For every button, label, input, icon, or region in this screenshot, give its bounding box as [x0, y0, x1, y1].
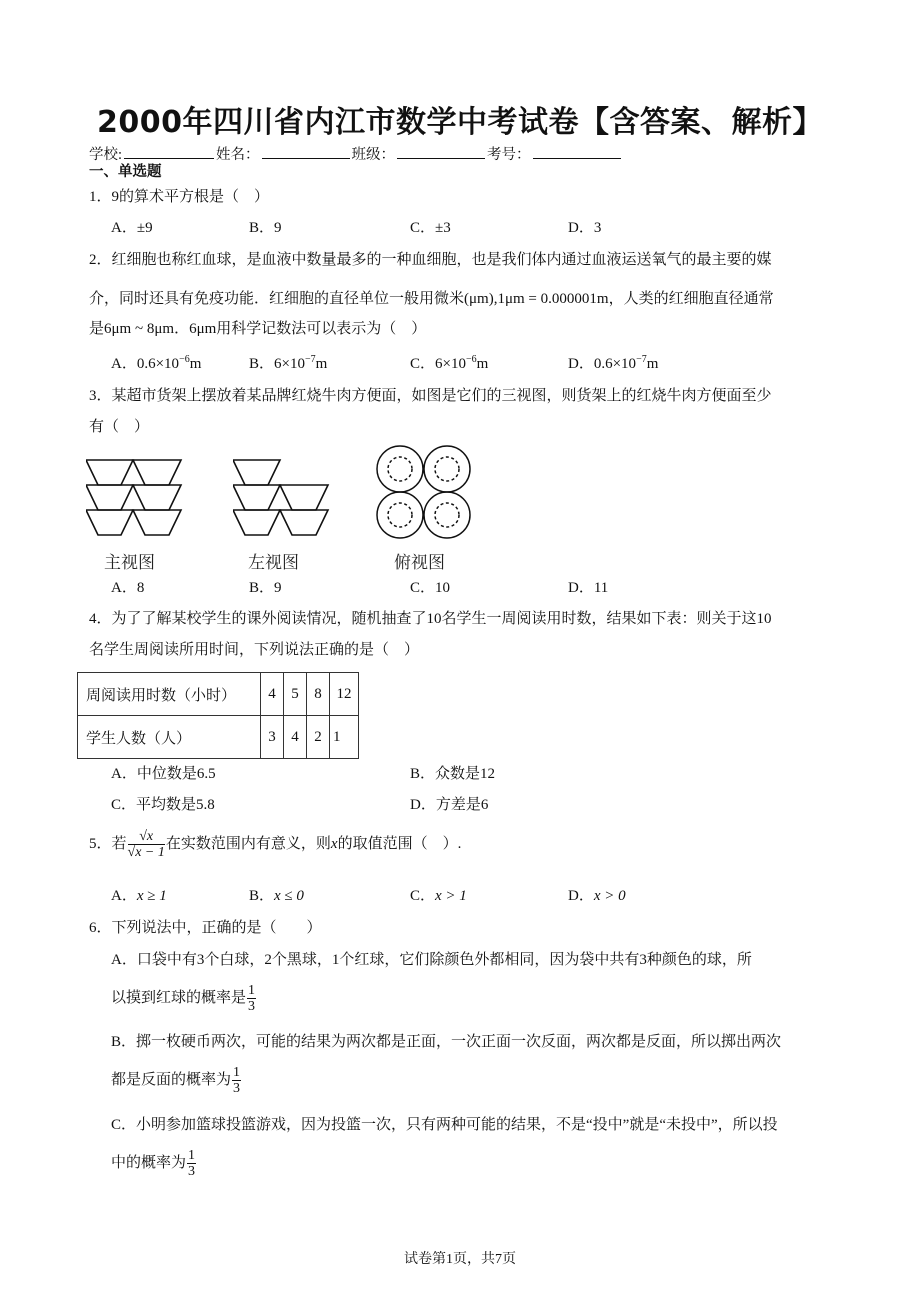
- q5-option-c-expr: x > 1: [435, 888, 467, 904]
- left-view-cups: [233, 460, 328, 535]
- q2-option-b-unit: m: [315, 356, 328, 372]
- q6-c-fraction: [187, 1148, 196, 1179]
- class-blank[interactable]: [397, 144, 485, 159]
- q2-line2-text-c: ，人类的红细胞直径通常: [608, 291, 774, 307]
- q5-numerator: √x: [128, 829, 165, 845]
- table-header-students: 学生人数（人）: [78, 716, 261, 759]
- q3-line2: 有（ ）: [89, 419, 150, 435]
- table-cell: 1: [330, 716, 359, 759]
- q2-line3-value: 6μm: [189, 321, 217, 337]
- table-cell: 5: [284, 673, 307, 716]
- q2-option-c-exp: −6: [465, 354, 477, 365]
- q4-option-c: C．平均数是5.8: [111, 797, 215, 813]
- q4-line1: 4．为了了解某校学生的课外阅读情况，随机抽查了10名学生一周阅读用时数，结果如下表：则关于这10: [89, 611, 772, 627]
- q1-option-b: B．9: [249, 220, 282, 236]
- q2-option-a: [111, 354, 201, 374]
- q2-option-c: [410, 354, 488, 374]
- table-cell: 2: [307, 716, 330, 759]
- q2-line2-math: (μm),1μm = 0.000001m: [464, 291, 609, 307]
- q2-line3: [89, 319, 426, 339]
- q2-option-a-base: 0.6×10: [136, 356, 180, 372]
- q5-option-d-expr: x > 0: [593, 888, 626, 904]
- q2-option-a-label: A．: [111, 356, 137, 372]
- number-blank[interactable]: [533, 144, 621, 159]
- table-cell: 4: [284, 716, 307, 759]
- q4-line2: 名学生周阅读所用时间，下列说法正确的是（ ）: [89, 642, 420, 658]
- q5-prefix: 5．若: [89, 835, 127, 852]
- q5-option-a-expr: x ≥ 1: [136, 888, 167, 904]
- q5-stem: [89, 829, 461, 860]
- q5-suffix-b: 的取值范围（ ）.: [337, 835, 462, 852]
- q1-option-d: D．3: [568, 220, 602, 236]
- class-label: 班级：: [351, 147, 396, 163]
- front-view-cups: [86, 460, 181, 535]
- q2-line3-a: 是: [89, 321, 105, 337]
- q5-denominator: √x − 1: [127, 845, 165, 860]
- q5-option-b-label: B．: [249, 888, 275, 904]
- q3-option-b: B．9: [249, 580, 282, 596]
- q2-option-a-unit: m: [189, 356, 202, 372]
- q6-stem: 6．下列说法中，正确的是（ ）: [89, 920, 322, 936]
- name-label: 姓名：: [216, 147, 260, 163]
- q2-option-c-label: C．: [410, 356, 436, 372]
- table-cell: 4: [261, 673, 284, 716]
- number-label: 考号：: [487, 147, 531, 163]
- q2-line3-range: 6μm ~ 8μm: [104, 321, 175, 337]
- table-row-students: [78, 716, 359, 759]
- q6-option-c-line2: [111, 1148, 197, 1179]
- q3-line1: 3．某超市货架上摆放着某品牌红烧牛肉方便面，如图是它们的三视图，则货架上的红烧牛肉方便面至少: [89, 388, 772, 404]
- school-blank[interactable]: [124, 144, 214, 159]
- q4-option-a: A．中位数是6.5: [111, 766, 216, 782]
- q2-option-c-base: 6×10: [435, 356, 466, 372]
- q3-option-d: D．11: [568, 580, 609, 596]
- q2-option-b-base: 6×10: [274, 356, 305, 372]
- page-footer: 试卷第1页，共7页: [404, 1252, 516, 1267]
- q2-line3-c: ．: [174, 321, 190, 337]
- name-blank[interactable]: [262, 144, 350, 159]
- q1-option-a: A．±9: [111, 220, 153, 236]
- section-heading: 一、单选题: [89, 164, 162, 180]
- q2-option-b-label: B．: [249, 356, 275, 372]
- q6-option-b-line1: B．掷一枚硬币两次，可能的结果为两次都是正面，一次正面一次反面，两次都是反面，所以掷出两次: [111, 1034, 782, 1050]
- q4-option-d: D．方差是6: [410, 797, 489, 813]
- q2-option-d-base: 0.6×10: [593, 356, 637, 372]
- table-cell: 8: [307, 673, 330, 716]
- q2-option-c-unit: m: [476, 356, 489, 372]
- q3-option-a: A．8: [111, 580, 145, 596]
- q6-option-c-line1: C．小明参加篮球投篮游戏，因为投篮一次，只有两种可能的结果，不是“投中”就是“未投中”，所以投: [111, 1117, 778, 1133]
- table-cell: 3: [261, 716, 284, 759]
- left-view-label: 左视图: [248, 553, 299, 573]
- q2-option-d-exp: −7: [636, 354, 647, 365]
- q4-option-b: B．众数是12: [410, 766, 496, 782]
- q3-option-c: C．10: [410, 580, 451, 596]
- q6-a-denominator: 3: [248, 999, 256, 1014]
- q5-option-b: [249, 886, 304, 906]
- q6-a-numerator: 1: [248, 983, 256, 998]
- top-view-figure: [376, 445, 476, 540]
- reading-time-table: [77, 672, 359, 759]
- q6-c-denominator: 3: [188, 1164, 196, 1179]
- q6-b-denominator: 3: [233, 1081, 241, 1096]
- table-header-hours: 周阅读用时数（小时）: [78, 673, 261, 716]
- q5-fraction: [128, 829, 165, 860]
- q6-c-numerator: 1: [188, 1148, 196, 1163]
- q6-option-b-line2: [111, 1065, 242, 1096]
- q2-line2-text-a: 介，同时还具有免疫功能．红细胞的直径单位一般用微米: [89, 291, 465, 307]
- q5-option-c-label: C．: [410, 888, 436, 904]
- front-view-label: 主视图: [104, 553, 155, 573]
- q6-a-fraction: [247, 983, 256, 1014]
- page-title: 2000年四川省内江市数学中考试卷【含答案、解析】: [97, 105, 823, 140]
- q5-option-c: [410, 886, 467, 906]
- q5-option-a-label: A．: [111, 888, 137, 904]
- q6-b-text: 都是反面的概率为: [111, 1071, 232, 1088]
- top-view-circles: [377, 446, 470, 538]
- q2-line3-e: 用科学记数法可以表示为（ ）: [216, 321, 427, 337]
- q6-option-a-line2: [111, 983, 257, 1014]
- table-cell: 12: [330, 673, 359, 716]
- q2-option-d: [568, 354, 658, 374]
- q5-suffix-a: 在实数范围内有意义，则: [165, 835, 331, 852]
- q2-option-b-exp: −7: [304, 354, 316, 365]
- q6-c-text: 中的概率为: [111, 1154, 187, 1171]
- q2-option-d-unit: m: [646, 356, 659, 372]
- q5-option-b-expr: x ≤ 0: [274, 888, 304, 904]
- front-view-figure: [86, 458, 186, 538]
- student-info: [89, 144, 623, 164]
- q5-option-a: [111, 886, 167, 906]
- q6-option-a-line1: A．口袋中有3个白球，2个黑球，1个红球，它们除颜色外都相同，因为袋中共有3种颜色的球，所: [111, 952, 752, 968]
- q6-b-fraction: [232, 1065, 241, 1096]
- top-view-label: 俯视图: [394, 553, 445, 573]
- q2-line2: [89, 289, 774, 309]
- q1-option-c: C．±3: [410, 220, 451, 236]
- table-row-hours: [78, 673, 359, 716]
- left-view-figure: [233, 458, 333, 538]
- q2-option-a-exp: −6: [179, 354, 190, 365]
- q2-line1: 2．红细胞也称红血球，是血液中数量最多的一种血细胞，也是我们体内通过血液运送氧气的最主要的媒: [89, 252, 772, 268]
- q5-option-d-label: D．: [568, 888, 594, 904]
- q6-b-numerator: 1: [233, 1065, 241, 1080]
- q2-option-b: [249, 354, 327, 374]
- school-label: 学校:: [89, 147, 123, 163]
- q5-variable: x: [330, 835, 338, 852]
- q6-a-text: 以摸到红球的概率是: [111, 989, 247, 1006]
- q2-option-d-label: D．: [568, 356, 594, 372]
- q1-stem: 1．9的算术平方根是（ ）: [89, 189, 270, 205]
- q5-option-d: [568, 886, 626, 906]
